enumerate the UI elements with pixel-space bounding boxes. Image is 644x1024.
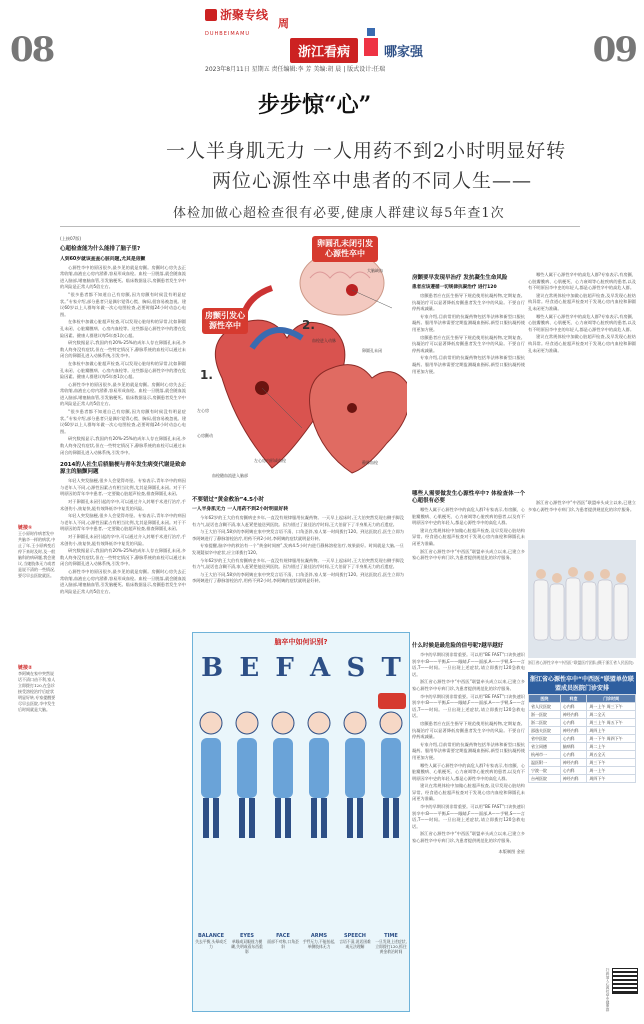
- name-time: TIME: [384, 933, 398, 939]
- table-row: [529, 767, 636, 775]
- desc-balance: 失去平衡,头晕或乏力: [195, 939, 227, 949]
- para-1: 心源性卒中的原因很多,最多见的就是房颤。房颤时心房失去正常收缩,血液在心房内淤滞,容易形成血栓。血栓一旦脱落,就会随血流进入脑部,堵塞脑血管,引发脑梗死。临床数据显示,房颤患者发生卒中的风险是正常人的5倍左右。: [60, 264, 186, 290]
- para-3-repeat: 在体检中加做心脏超声检查,可以发现心脏结构的异常,比如卵圆孔未闭、心脏瓣膜病、心房内血栓等。这些都是心源性卒中的潜在危险因素。健康人群建议每5年查1次心超。: [60, 360, 186, 380]
- para-8-repeat: 与王大伯不同,58岁的李阿姨在家中突发言语不清、口角歪斜,家人第一时间拨打120。到达医院后,医生立即为李阿姨进行了静脉溶栓治疗,用药不到2小时,李阿姨的症状就明显好转。: [192, 571, 404, 584]
- right-para-5-repeat: 卒中的早期识别非常重要。可以用“BE FAST”口诀快速识别卒中:B——平衡,E——眼睛,F——面部,A——手臂,S——言语,T——时间。一旦出现上述症状,请立即拨打120急救电话。: [412, 693, 525, 719]
- column-title-right: 哪家强: [384, 45, 424, 60]
- table-cell: 周四下午: [587, 775, 636, 783]
- right-subhead-1b: 患者应该遵循一切规律抗凝治疗 进行120: [412, 285, 497, 290]
- table-row: [529, 751, 636, 759]
- clinic-table-title: 浙江省心源性卒中“中西医”联盟单位联盟成员医院门诊安排: [528, 672, 636, 694]
- team-photo: [528, 540, 636, 658]
- para-1-repeat: 心源性卒中的原因很多,最多见的就是房颤。房颤时心房失去正常收缩,血液在心房内淤滞,容易形成血栓。血栓一旦脱落,就会随血流进入脑部,堵塞脑血管,引发脑梗死。临床数据显示,房颤患者发生卒中的风险是正常人的5倍左右。: [60, 381, 186, 407]
- para-1-repeat2: 心源性卒中的原因很多,最多见的就是房颤。房颤时心房失去正常收缩,血液在心房内淤滞,容易形成血栓。血栓一旦脱落,就会随血流进入脑部,堵塞脑血管,引发脑梗死。临床数据显示,房颤患者发生卒中的风险是正常人的5倍左右。: [60, 568, 186, 594]
- table-cell: 邵逸夫医院: [529, 727, 561, 735]
- byline: (上接07版): [60, 236, 82, 241]
- right-para-1: 房颤患者应在医生指导下规范使用抗凝药物,定期复查。抗凝治疗可以显著降低房颤患者发生卒中的风险。不要自行停药或减量。: [412, 293, 525, 312]
- table-cell: 温医附一: [529, 759, 561, 767]
- dateline: 2023年8月11日 星期五 责任编辑:李 芳 美编:胡 晨 | 版式设计:任瑞: [205, 66, 386, 73]
- table-cell: 周一上午 周三下午: [587, 703, 636, 711]
- table-cell: 神经内科: [560, 759, 587, 767]
- qr-code-icon[interactable]: [612, 968, 638, 994]
- column-title: 浙江看病: [290, 38, 358, 63]
- right-para-6c: 浙江省心源性卒中“中西医”联盟牵头成立以来,已建立多家心源性卒中专病门诊,为患者提供规范化的诊疗服务。: [412, 679, 525, 691]
- right-para-3b: 哪些人属于心源性卒中的高危人群?专家表示,有房颤、心脏瓣膜病、心肌梗死、心力衰竭等心脏疾病的患者,以及有不明原因卒中史的年轻人,都是心源性卒中的高危人群。: [412, 507, 525, 526]
- label-clot-travels: 血栓随血流进入脑部: [212, 473, 248, 478]
- table-cell: 周二上午: [587, 743, 636, 751]
- table-row: [529, 703, 636, 711]
- photo-caption: 浙江省心源性卒中“中西医”联盟医疗团队(摄于浙江省人民医院): [528, 660, 634, 665]
- right-subhead-2: 哪些人需要做发生心源性卒中? 体检查体一个心超很有必要: [412, 491, 525, 504]
- right-para-4c: 建议在常规体检中加做心脏超声检查,及早发现心脏结构异常。经食道心脏超声检查对于发现心房内血栓和卵圆孔未闭更为准确。: [412, 783, 525, 802]
- column-bar: [290, 38, 423, 63]
- sidebar-text-1: 王小原时作病者发中共脑卒一样的病状,中止了年,王小原病变后停下来时及时,及一般脑科的病研题,我会建议,当她肢体无力或者是说不清的一些情况,要尽早去医院就医。: [18, 531, 56, 578]
- para-8: 与王大伯不同,58岁的李阿姨在家中突发言语不清、口角歪斜,家人第一时间拨打120。到达医院后,医生立即为李阿姨进行了静脉溶栓治疗,用药不到2小时,李阿姨的症状就明显好转。: [192, 529, 404, 541]
- be-fast-title: 脑卒中如何识别?: [274, 638, 328, 646]
- article-right-column-b: [528, 272, 636, 482]
- headline-line2: 两位心源性卒中患者的不同人生——: [212, 170, 533, 192]
- label-left-atrium: 左心房: [197, 408, 209, 413]
- weekend-badge: [278, 12, 289, 31]
- person-icon: [362, 28, 380, 58]
- desc-eyes: 单眼或双眼视力模糊,失明或看东西重影: [231, 939, 263, 954]
- table-cell: 神经内科: [560, 775, 587, 783]
- table-cell: 省中医院: [529, 735, 561, 743]
- clinic-table: [528, 672, 636, 783]
- right-para-4: 建议在常规体检中加做心脏超声检查,及早发现心脏结构异常。经食道心脏超声检查对于发现心房内血栓和卵圆孔未闭更为准确。: [528, 292, 636, 311]
- headline-deck: 体检加做心超检查很有必要,健康人群建议每5年查1次: [173, 206, 505, 221]
- letter-s: S: [346, 653, 366, 683]
- table-cell: 周二全天: [587, 711, 636, 719]
- right-para-6b: 浙江省心源性卒中“中西医”联盟牵头成立以来,已建立多家心源性卒中专病门诊,为患者提供规范化的诊疗服务。: [412, 548, 525, 561]
- table-row: [529, 735, 636, 743]
- article-right-column-c: [412, 488, 525, 638]
- col-header-dept: 科室: [560, 695, 587, 703]
- subhead-1b: 人到60岁就该查查心脏问题,尤其是房颤: [60, 256, 146, 262]
- desc-time: 一旦发现上述症状,立即拨打120,抓住黄金救治时间: [375, 939, 407, 954]
- tag-pfo: 卵圆孔未闭引发心源性卒中: [312, 236, 378, 262]
- right-para-6: 浙江省心源性卒中“中西医”联盟牵头成立以来,已建立多家心源性卒中专病门诊,为患者提供规范化的诊疗服务。: [528, 500, 636, 512]
- name-balance: BALANCE: [197, 933, 224, 939]
- name-face: FACE: [276, 933, 290, 939]
- clinic-table-grid: [528, 694, 636, 783]
- letter-b: B: [201, 653, 224, 683]
- step-number-2: 2.: [302, 318, 315, 332]
- subhead-3: 不要错过“黄金救治”4.5小时: [192, 497, 264, 503]
- right-para-3-repeat: 哪些人属于心源性卒中的高危人群?专家表示,有房颤、心脏瓣膜病、心肌梗死、心力衰竭等心脏疾病的患者,以及有不明原因卒中史的年轻人,都是心源性卒中的高危人群。: [528, 313, 636, 332]
- right-para-1c: 房颤患者应在医生指导下规范使用抗凝药物,定期复查。抗凝治疗可以显著降低房颤患者发生卒中的风险。不要自行停药或减量。: [412, 720, 525, 740]
- right-subhead-3: 什么时候是最危险的信号呢?越早越好: [412, 643, 504, 649]
- sidebar-note-2: [18, 665, 56, 713]
- desc-speech: 言语不清,说话困难或无法理解: [339, 939, 371, 949]
- para-7-repeat: 今年62岁的王大伯有房颤病史多年,一直没有规律服用抗凝药物。一天早上起床时,王大伯突然发现右侧手脚没有力气,说话也含糊不清,家人赶紧把他送到医院。因为错过了最佳治疗时间,王大伯留下了半身肌无力的后遗症。: [192, 557, 404, 570]
- table-cell: 浙一医院: [529, 711, 561, 719]
- table-cell: 心内科: [560, 767, 587, 775]
- col-header-time: 门诊时间: [587, 695, 636, 703]
- right-subhead-1: 房颤要早发现早治疗 发抗凝生生命风险: [412, 275, 508, 281]
- divider-top: [60, 226, 580, 227]
- table-cell: 周五全天: [587, 751, 636, 759]
- right-para-1-repeat: 房颤患者应在医生指导下规范使用抗凝药物,定期复查。抗凝治疗可以显著降低房颤患者发生卒中的风险。不要自行停药或减量。: [412, 334, 525, 353]
- table-row: [529, 719, 636, 727]
- tag-afib: 房颤引发心源性卒中: [202, 308, 248, 334]
- table-cell: 宁波一院: [529, 767, 561, 775]
- col-header-hospital: 医院: [529, 695, 561, 703]
- label-clot-forms: 左心房内形成血栓: [254, 458, 286, 463]
- letter-t: T: [381, 653, 401, 683]
- table-row: [529, 759, 636, 767]
- para-5: 年轻人突发脑梗,很多人会觉得奇怪。专家表示,青年卒中的病因与老年人不同,心源性因素占有相当比例,尤其是卵圆孔未闭。对于不明原因的青年卒中患者,一定要做心脏超声检查,排查卵圆孔未闭。: [60, 478, 186, 497]
- table-cell: 省人民医院: [529, 703, 561, 711]
- table-cell: 心内科: [560, 719, 587, 727]
- table-row: [529, 711, 636, 719]
- subhead-3b: 一人半身肌无力 一人用药不到2小时明显好转: [192, 507, 289, 512]
- name-eyes: EYES: [239, 933, 255, 939]
- brand-top: 浙聚专线: [220, 8, 269, 22]
- right-para-4b: 建议在常规体检中加做心脏超声检查,及早发现心脏结构异常。经食道心脏超声检查对于发现心房内血栓和卵圆孔未闭更为准确。: [412, 527, 525, 546]
- be-fast-infographic: [192, 632, 410, 1012]
- table-cell: 脑病科: [560, 743, 587, 751]
- brand-en: DUHBEIMAMU: [205, 31, 251, 37]
- label-venous-clot: 静脉血栓: [362, 460, 378, 465]
- table-cell: 周一上午: [587, 767, 636, 775]
- label-arterial: 血栓进入动脉: [312, 338, 336, 343]
- right-para-3c: 哪些人属于心源性卒中的高危人群?专家表示,有房颤、心脏瓣膜病、心肌梗死、心力衰竭等心脏疾病的患者,以及有不明原因卒中史的年轻人,都是心源性卒中的高危人群。: [412, 762, 525, 781]
- letter-e: E: [239, 653, 260, 683]
- letter-a: A: [310, 653, 331, 683]
- article-mid-column: [192, 494, 404, 626]
- step-number-1: 1.: [200, 368, 213, 382]
- sidebar-note-1: [18, 525, 56, 579]
- sidebar-text-2: 李阿姨在家中突然说话不清口齿不利,家人立即拨打120,在急诊接受溶栓治疗后症状明显好转,专家提醒要尽早去医院,卒中发生后时间就是大脑。: [18, 671, 56, 712]
- table-row: [529, 727, 636, 735]
- subhead-2: 2014的人社生后骄脑梗与青年发生病变代谢是致命源主的脑颤问题: [60, 462, 186, 476]
- table-cell: 周三上午 周五下午: [587, 719, 636, 727]
- logo-mark-icon: [205, 9, 217, 21]
- be-fast-letters: [193, 653, 409, 683]
- para-5-repeat: 年轻人突发脑梗,很多人会觉得奇怪。专家表示,青年卒中的病因与老年人不同,心源性因素占有相当比例,尤其是卵圆孔未闭。对于不明原因的青年卒中患者,一定要做心脏超声检查,排查卵圆孔未闭。: [60, 513, 186, 532]
- table-cell: 心内科: [560, 703, 587, 711]
- right-para-2: 专家介绍,目前常用的抗凝药物包括华法林和新型口服抗凝药。服用华法林需要定期监测凝血指标,新型口服抗凝药使用更加方便。: [412, 313, 525, 332]
- right-para-5-repeat2: 卒中的早期识别非常重要。可以用“BE FAST”口诀快速识别卒中:B——平衡,E——眼睛,F——面部,A——手臂,S——言语,T——时间。一旦出现上述症状,请立即拨打120急救电话。: [412, 804, 525, 829]
- credit: 本版制图 金星: [498, 848, 525, 854]
- para-6: 对于卵圆孔未闭引起的卒中,可以通过介入封堵手术进行治疗,手术创伤小,恢复快,能有效降低卒中复发的风险。: [60, 499, 186, 511]
- be-fast-figures: [193, 683, 409, 913]
- table-cell: 神经内科: [560, 727, 587, 735]
- para-3: 在体检中加做心脏超声检查,可以发现心脏结构的异常,比如卵圆孔未闭、心脏瓣膜病、心房内血栓等。这些都是心源性卒中的潜在危险因素。健康人群建议每5年查1次心超。: [60, 319, 186, 338]
- label-afib: 心房颤动: [197, 433, 213, 438]
- article-right-column-d: [528, 500, 636, 536]
- letter-f: F: [275, 653, 294, 683]
- sidebar-tag-2: 链接②: [18, 665, 33, 671]
- para-6-repeat: 对于卵圆孔未闭引起的卒中,可以通过介入封堵手术进行治疗,手术创伤小,恢复快,能有效降低卒中复发的风险。: [60, 533, 186, 546]
- page-number-left: 08: [10, 30, 54, 70]
- para-4-repeat: 研究数据显示,我国约有20%-25%的成年人存在卵圆孔未闭,多数人终身没有症状,但在一些特定情况下,静脉系统的血栓可以通过未闭合的卵圆孔进入动脉系统,引发卒中。: [60, 436, 186, 455]
- para-4-repeat2: 研究数据显示,我国约有20%-25%的成年人存在卵圆孔未闭,多数人终身没有症状,但在一些特定情况下,静脉系统的血栓可以通过未闭合的卵圆孔进入动脉系统,引发卒中。: [60, 548, 186, 567]
- name-arms: ARMS: [310, 933, 328, 939]
- weekend-char: 周: [278, 17, 289, 30]
- para-2: “很多患者都不知道自己有房颤,因为房颤有时候没有明显症状。”专家介绍,部分患者只是偶尔觉得心慌、胸闷,很容易被忽视。建议60岁以上人群每年做一次心电图检查,必要时做24小时动态心电图。: [60, 291, 186, 317]
- para-2-repeat: “很多患者都不知道自己有房颤,因为房颤有时候没有明显症状。”专家介绍,部分患者只是偶尔觉得心慌、胸闷,很容易被忽视。建议60岁以上人群每年做一次心电图检查,必要时做24小时动态心电图。: [60, 409, 186, 434]
- kicker: 步步惊“心”: [258, 92, 372, 118]
- team-photo-art: [528, 540, 636, 658]
- table-cell: 心内科: [560, 751, 587, 759]
- right-para-3: 哪些人属于心源性卒中的高危人群?专家表示,有房颤、心脏瓣膜病、心肌梗死、心力衰竭等心脏疾病的患者,以及有不明原因卒中史的年轻人,都是心源性卒中的高危人群。: [528, 272, 636, 291]
- para-4: 研究数据显示,我国约有20%-25%的成年人存在卵圆孔未闭,多数人终身没有症状,但在一些特定情况下,静脉系统的血栓可以通过未闭合的卵圆孔进入动脉系统,引发卒中。: [60, 340, 186, 359]
- table-cell: 台州医院: [529, 775, 561, 783]
- right-para-2c: 专家介绍,目前常用的抗凝药物包括华法林和新型口服抗凝药。服用华法林需要定期监测凝血指标,新型口服抗凝药使用更加方便。: [412, 741, 525, 760]
- right-para-2-repeat: 专家介绍,目前常用的抗凝药物包括华法林和新型口服抗凝药。服用华法林需要定期监测凝血指标,新型口服抗凝药使用更加方便。: [412, 355, 525, 374]
- para-9: 专家提醒,脑卒中的救治有一个“黄金时间窗”,发病4.5小时内进行静脉溶栓治疗,效果最好。时间就是大脑,一旦发现疑似卒中症状,应立即拨打120。: [192, 543, 404, 555]
- table-cell: 周三下午: [587, 759, 636, 767]
- subhead-1: 心超检查能为什么能排了脑子里?: [60, 245, 141, 252]
- header-logo: [205, 6, 275, 37]
- heart-illustration: [192, 228, 407, 490]
- table-cell: 周四上午: [587, 727, 636, 735]
- right-para-5: 卒中的早期识别非常重要。可以用“BE FAST”口诀快速识别卒中:B——平衡,E——眼睛,F——面部,A——手臂,S——言语,T——时间。一旦出现上述症状,请立即拨打120急救电话。: [412, 652, 525, 677]
- qr-caption: 扫码加入心源性卒中健康群: [606, 968, 610, 1012]
- right-para-4-repeat: 建议在常规体检中加做心脏超声检查,及早发现心脏结构异常。经食道心脏超声检查对于发现心房内血栓和卵圆孔未闭更为准确。: [528, 334, 636, 353]
- be-fast-names: [193, 933, 409, 954]
- clot-heart-right: [347, 403, 357, 413]
- label-pfo: 卵圆孔未闭: [362, 348, 382, 353]
- desc-face: 面部不对称,口角歪斜: [267, 939, 299, 949]
- table-cell: 周一下午 周四下午: [587, 735, 636, 743]
- table-row: [529, 775, 636, 783]
- table-row: [529, 743, 636, 751]
- table-cell: 心内科: [560, 735, 587, 743]
- para-7: 今年62岁的王大伯有房颤病史多年,一直没有规律服用抗凝药物。一天早上起床时,王大伯突然发现右侧手脚没有力气,说话也含糊不清,家人赶紧把他送到医院。因为错过了最佳治疗时间,王大伯留下了半身肌无力的后遗症。: [192, 515, 404, 527]
- name-speech: SPEECH: [344, 933, 366, 939]
- page-number-right: 09: [592, 30, 636, 70]
- table-cell: 杭州市一: [529, 751, 561, 759]
- article-left-column: [60, 236, 186, 1016]
- right-para-6-repeat: 浙江省心源性卒中“中西医”联盟牵头成立以来,已建立多家心源性卒中专病门诊,为患者提供规范化的诊疗服务。: [412, 831, 525, 844]
- label-ischemia: 大脑缺血: [367, 268, 383, 273]
- table-cell: 浙二医院: [529, 719, 561, 727]
- article-right-column-a: [412, 272, 525, 482]
- sidebar-tag-1: 链接①: [18, 525, 33, 531]
- table-cell: 省立同德: [529, 743, 561, 751]
- article-right-column-e: [412, 640, 525, 1012]
- headline-line1: 一人半身肌无力 一人用药不到2小时明显好转: [166, 140, 567, 162]
- desc-arms: 手臂无力,不能抬起,单侧肢体无力: [302, 939, 336, 949]
- table-cell: 神经内科: [560, 711, 587, 719]
